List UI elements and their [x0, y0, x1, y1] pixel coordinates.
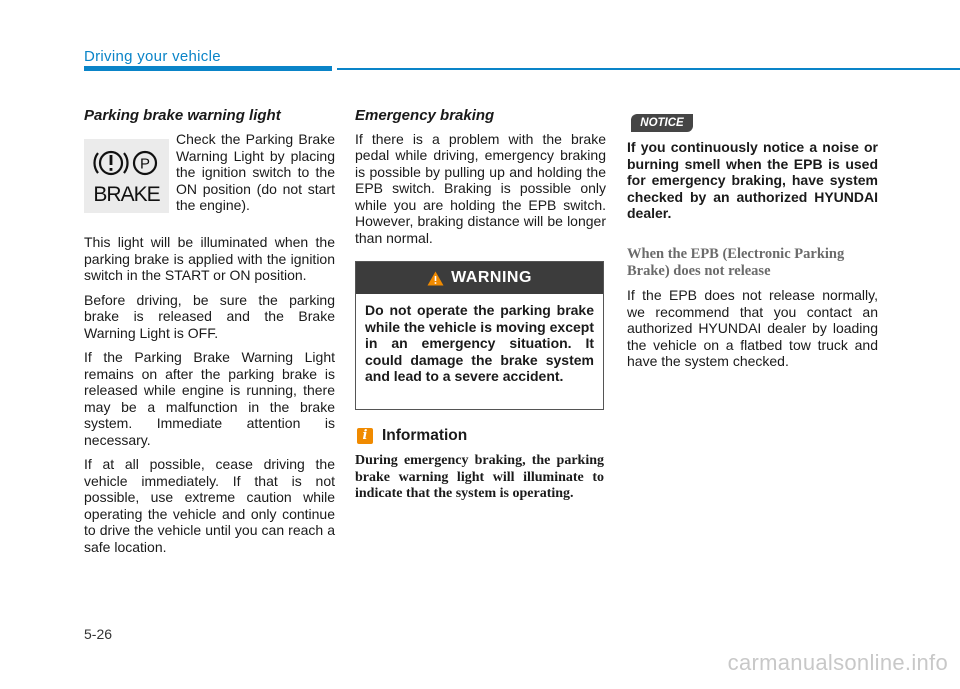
warning-header — [356, 262, 603, 294]
column-parking-brake — [84, 108, 335, 131]
brake-icon-label: BRAKE — [93, 183, 160, 206]
page-number: 5-26 — [84, 626, 113, 642]
parking-brake-paragraphs — [84, 234, 335, 563]
paragraph: Before driving, be sure the parking brake is released and the Brake Warning Light is OFF. — [84, 291, 335, 341]
header-rule-thin — [337, 68, 960, 70]
warning-box — [355, 261, 604, 410]
epb-release-subheading: When the EPB (Electronic Parking Brake) does not release — [627, 246, 845, 279]
parking-brake-intro: Check the Parking Brake Warning Light by placing the ignition switch to the ON position (do not start the engine). — [176, 131, 335, 213]
parking-brake-warning-icon — [84, 139, 169, 213]
paragraph: If the Parking Brake Warning Light remains on after the parking brake is released while engine is running, there may be a malfunction in the brake system. Immediate attention is necessary. — [84, 349, 335, 448]
information-title: Information — [382, 427, 468, 444]
notice-text: If you continuously notice a noise or burning smell when the EPB is used for emergency braking, have system checked by an authorized HYUNDAI dealer. — [627, 139, 878, 221]
parking-brake-heading: Parking brake warning light — [84, 107, 281, 124]
information-icon: i — [357, 428, 373, 444]
emergency-braking-paragraph: If there is a problem with the brake pedal while driving, emergency braking is possible by pulling up and holding the EPB switch. Braking is possible only while you are holding the EPB switch. However, braking distance will be longer than normal. — [355, 130, 606, 246]
information-title-row — [357, 427, 467, 445]
information-text: During emergency braking, the parking brake warning light will illuminate to indicate that the system is operating. — [355, 453, 604, 501]
column-emergency-braking — [355, 108, 606, 254]
warning-triangle-icon — [427, 271, 444, 286]
paragraph: This light will be illuminated when the parking brake is applied with the ignition switch in the START or ON position. — [84, 234, 335, 283]
warning-text: Do not operate the parking brake while the vehicle is moving except in an emergency situation. It could damage the brake system and lead to a severe accident. — [365, 302, 594, 384]
header-rule-thick — [84, 66, 332, 71]
section-title: Driving your vehicle — [84, 48, 221, 65]
watermark: carmanualsonline.info — [727, 650, 948, 675]
epb-release-paragraph: If the EPB does not release normally, we recommend that you contact an authorized HYUNDAI dealer by loading the vehicle on a flatbed tow truck and have the system checked. — [627, 287, 878, 369]
svg-text:P: P — [139, 155, 151, 173]
emergency-braking-heading: Emergency braking — [355, 107, 495, 124]
notice-badge: NOTICE — [631, 114, 693, 132]
paragraph: If at all possible, cease driving the vehicle immediately. If that is not possible, use extreme caution while operating the vehicle and only continue to drive the vehicle until you can reach a safe location. — [84, 456, 335, 555]
warning-title: WARNING — [451, 269, 532, 286]
